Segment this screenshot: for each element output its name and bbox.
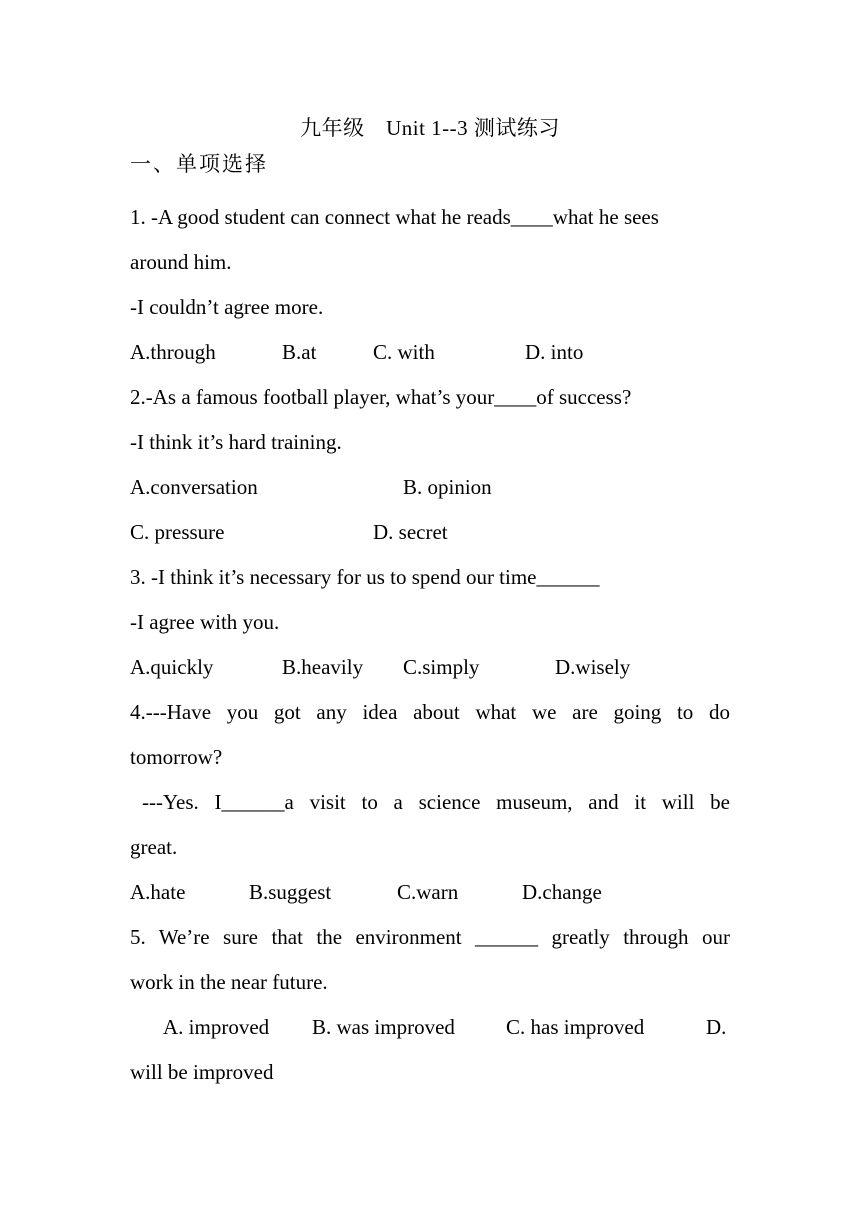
q2-option-c: C. pressure [130, 520, 225, 544]
q2-option-b: B. opinion [403, 475, 492, 499]
q3-stem: 3. -I think it’s necessary for us to spend our time______ [130, 565, 600, 589]
q5-option-b: B. was improved [312, 1015, 455, 1039]
q5-option-c: C. has improved [506, 1015, 645, 1039]
q3-option-b: B.heavily [282, 655, 364, 679]
q1-option-b: B.at [282, 340, 317, 364]
q4-stem-line-1: 4.---Have you got any idea about what we are going to do [130, 700, 730, 724]
q1-option-a: A.through [130, 340, 216, 364]
section-heading: 一、单项选择 [130, 152, 268, 176]
q1-option-c: C. with [373, 340, 435, 364]
q2-option-d: D. secret [373, 520, 448, 544]
q3-option-c: C.simply [403, 655, 480, 679]
q4-stem-line-2: tomorrow? [130, 745, 223, 769]
q1-stem-line-2: around him. [130, 250, 232, 274]
q2-stem: 2.-As a famous football player, what’s your____of success? [130, 385, 632, 409]
q4-option-d: D.change [522, 880, 602, 904]
q4-reply-line-1: ---Yes. I______a visit to a science museum, and it will be [142, 790, 730, 814]
q3-option-a: A.quickly [130, 655, 214, 679]
q1-option-d: D. into [525, 340, 584, 364]
q2-option-a: A.conversation [130, 475, 258, 499]
q3-option-d: D.wisely [555, 655, 631, 679]
q4-reply-line-2: great. [130, 835, 178, 859]
q5-option-d-label: D. [706, 1015, 727, 1039]
page-title: 九年级 Unit 1--3 测试练习 [300, 116, 560, 140]
q1-stem-line-1: 1. -A good student can connect what he reads____what he sees [130, 205, 659, 229]
q4-option-b: B.suggest [249, 880, 332, 904]
q5-option-a: A. improved [163, 1015, 270, 1039]
q4-option-c: C.warn [397, 880, 459, 904]
q5-option-d-text: will be improved [130, 1060, 274, 1084]
q1-reply: -I couldn’t agree more. [130, 295, 324, 319]
q3-reply: -I agree with you. [130, 610, 280, 634]
q2-reply: -I think it’s hard training. [130, 430, 342, 454]
q5-stem-line-2: work in the near future. [130, 970, 328, 994]
q5-stem-line-1: 5. We’re sure that the environment ______ greatly through our [130, 925, 730, 949]
q4-option-a: A.hate [130, 880, 186, 904]
